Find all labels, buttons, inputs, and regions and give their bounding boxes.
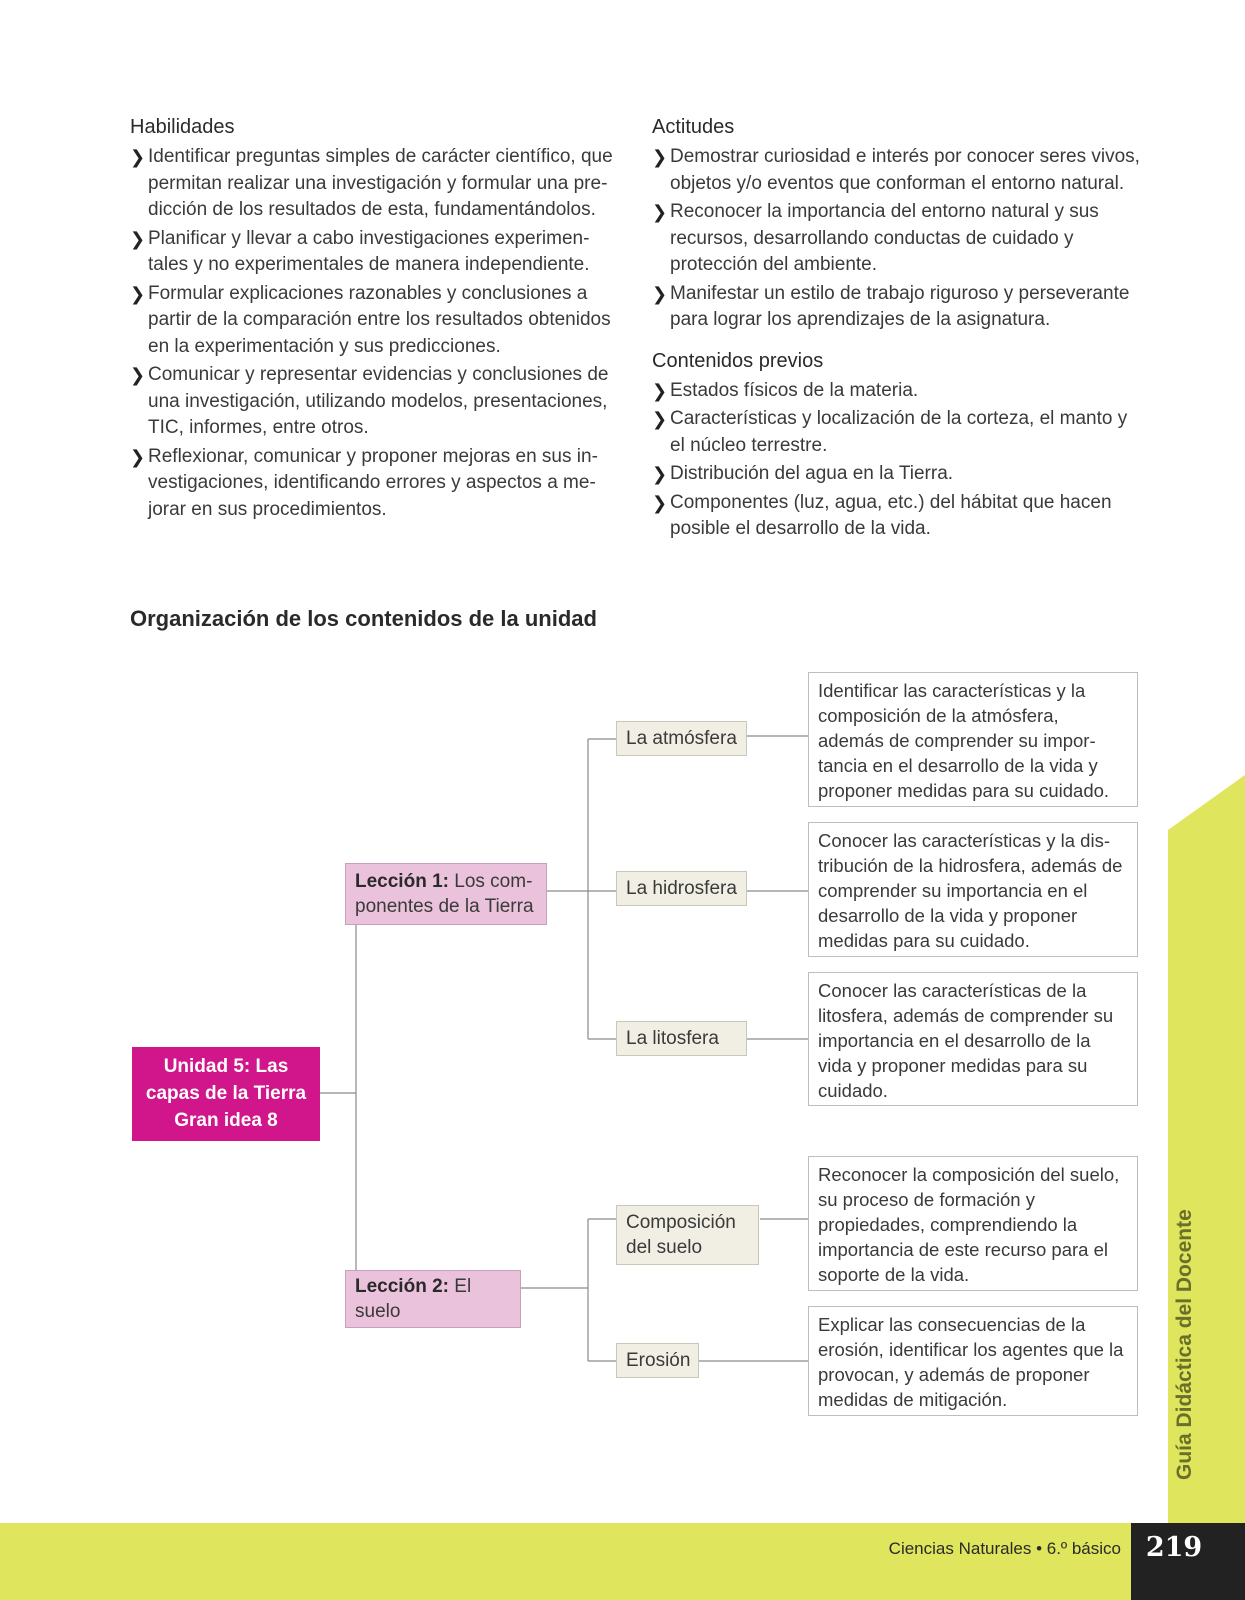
side-label: Guía Didáctica del Docente [1173,1209,1196,1480]
list-item: ❯ Demostrar curiosidad e interés por conocer seres vivos, objetos y/o eventos que conforman el entorno natural. [652,146,1140,194]
desc-litosfera: Conocer las características de la litosfera, además de comprender su importancia en el desarrollo de la vida y proponer medidas para su cuidado. [808,972,1138,1106]
list-item: ❯ Componentes (luz, agua, etc.) del hábitat que hacen posible el desarrollo de la vida. [652,491,1112,539]
habilidades-title: Habilidades [130,116,235,138]
chevron-right-icon: ❯ [652,202,668,222]
desc-erosion: Explicar las consecuencias de la erosión, identificar los agentes que la provocan, y además de proponer medidas de mitigación. [808,1306,1138,1416]
page-number: 219 [1145,1532,1203,1563]
desc-hidrosfera: Conocer las características y la distribución de la hidrosfera, además de comprender su importancia en el desarrollo de la vida y proponer medidas para su cuidado. [808,822,1138,957]
unit-title-line: Unidad 5: Las [163,1056,289,1077]
list-item: ❯ Formular explicaciones razonables y conclusiones a partir de la comparación entre los resultados obtenidos en la experimentación y sus predicciones. [130,282,611,357]
chevron-right-icon: ❯ [652,380,668,401]
lesson-name: Los componentes de la Tierra [355,871,534,917]
actitudes-title: Actitudes [652,116,735,138]
topic-hidrosfera: La hidrosfera [616,871,747,906]
list-item: ❯ Características y localización de la corteza, el manto y el núcleo terrestre. [652,408,1128,456]
contenidos-previos-title: Contenidos previos [652,349,824,372]
topic-litosfera: La litosfera [616,1021,747,1056]
chevron-right-icon: ❯ [130,283,146,304]
desc-composicion-suelo: Reconocer la composición del suelo, su proceso de formación y propiedades, comprendiendo la importancia de este recurso para el soporte de la vida. [808,1156,1138,1291]
chevron-right-icon: ❯ [652,409,668,429]
lesson-name: El suelo [355,1276,472,1322]
list-item: ❯ Reconocer la importancia del entorno natural y sus recursos, desarrollando conductas de cuidado y protección del ambiente. [652,201,1099,275]
unit-title-line: capas de la Tierra [145,1083,307,1104]
list-item: ❯ Reflexionar, comunicar y proponer mejoras en sus investigaciones, identificando errores y aspectos a mejorar en sus procedimientos. [130,445,598,520]
list-item: ❯ Identificar preguntas simples de carácter científico, que permitan realizar una investigación y formular una predicción de los resultados de esta, fundamentándolos. [130,146,613,220]
unit-gran-idea: Gran idea 8 [174,1110,278,1131]
chevron-right-icon: ❯ [652,283,668,304]
list-item: ❯ Planificar y llevar a cabo investigaciones experimentales y no experimentales de manera independiente. [130,227,590,275]
list-item: ❯ Manifestar un estilo de trabajo riguroso y perseverante para lograr los aprendizajes de la asignatura. [652,282,1130,330]
organizacion-title: Organización de los contenidos de la unidad [130,606,597,631]
lesson-label: Lección 1: [355,871,449,892]
chevron-right-icon: ❯ [130,365,146,385]
chevron-right-icon: ❯ [130,147,146,167]
list-item: ❯ Comunicar y representar evidencias y conclusiones de una investigación, utilizando modelos, presentaciones, TIC, informes, entre otros. [130,364,609,438]
chevron-right-icon: ❯ [652,492,668,513]
list-item: ❯ Estados físicos de la materia. [652,378,1140,405]
footer-subject: Ciencias Naturales • 6.º básico [888,1539,1121,1558]
topic-composicion-suelo: Composición del suelo [616,1205,759,1265]
chevron-right-icon: ❯ [652,464,668,484]
topic-erosion: Erosión [616,1343,699,1378]
lesson-label: Lección 2: [355,1276,449,1297]
chevron-right-icon: ❯ [130,446,146,467]
topic-atmosfera: La atmósfera [616,721,747,756]
chevron-right-icon: ❯ [652,147,668,167]
chevron-right-icon: ❯ [130,228,146,249]
list-item: ❯ Distribución del agua en la Tierra. [652,461,1140,488]
desc-atmosfera: Identificar las características y la composición de la atmósfera, además de comprender su importancia en el desarrollo de la vida y proponer medidas para su cuidado. [808,672,1138,807]
